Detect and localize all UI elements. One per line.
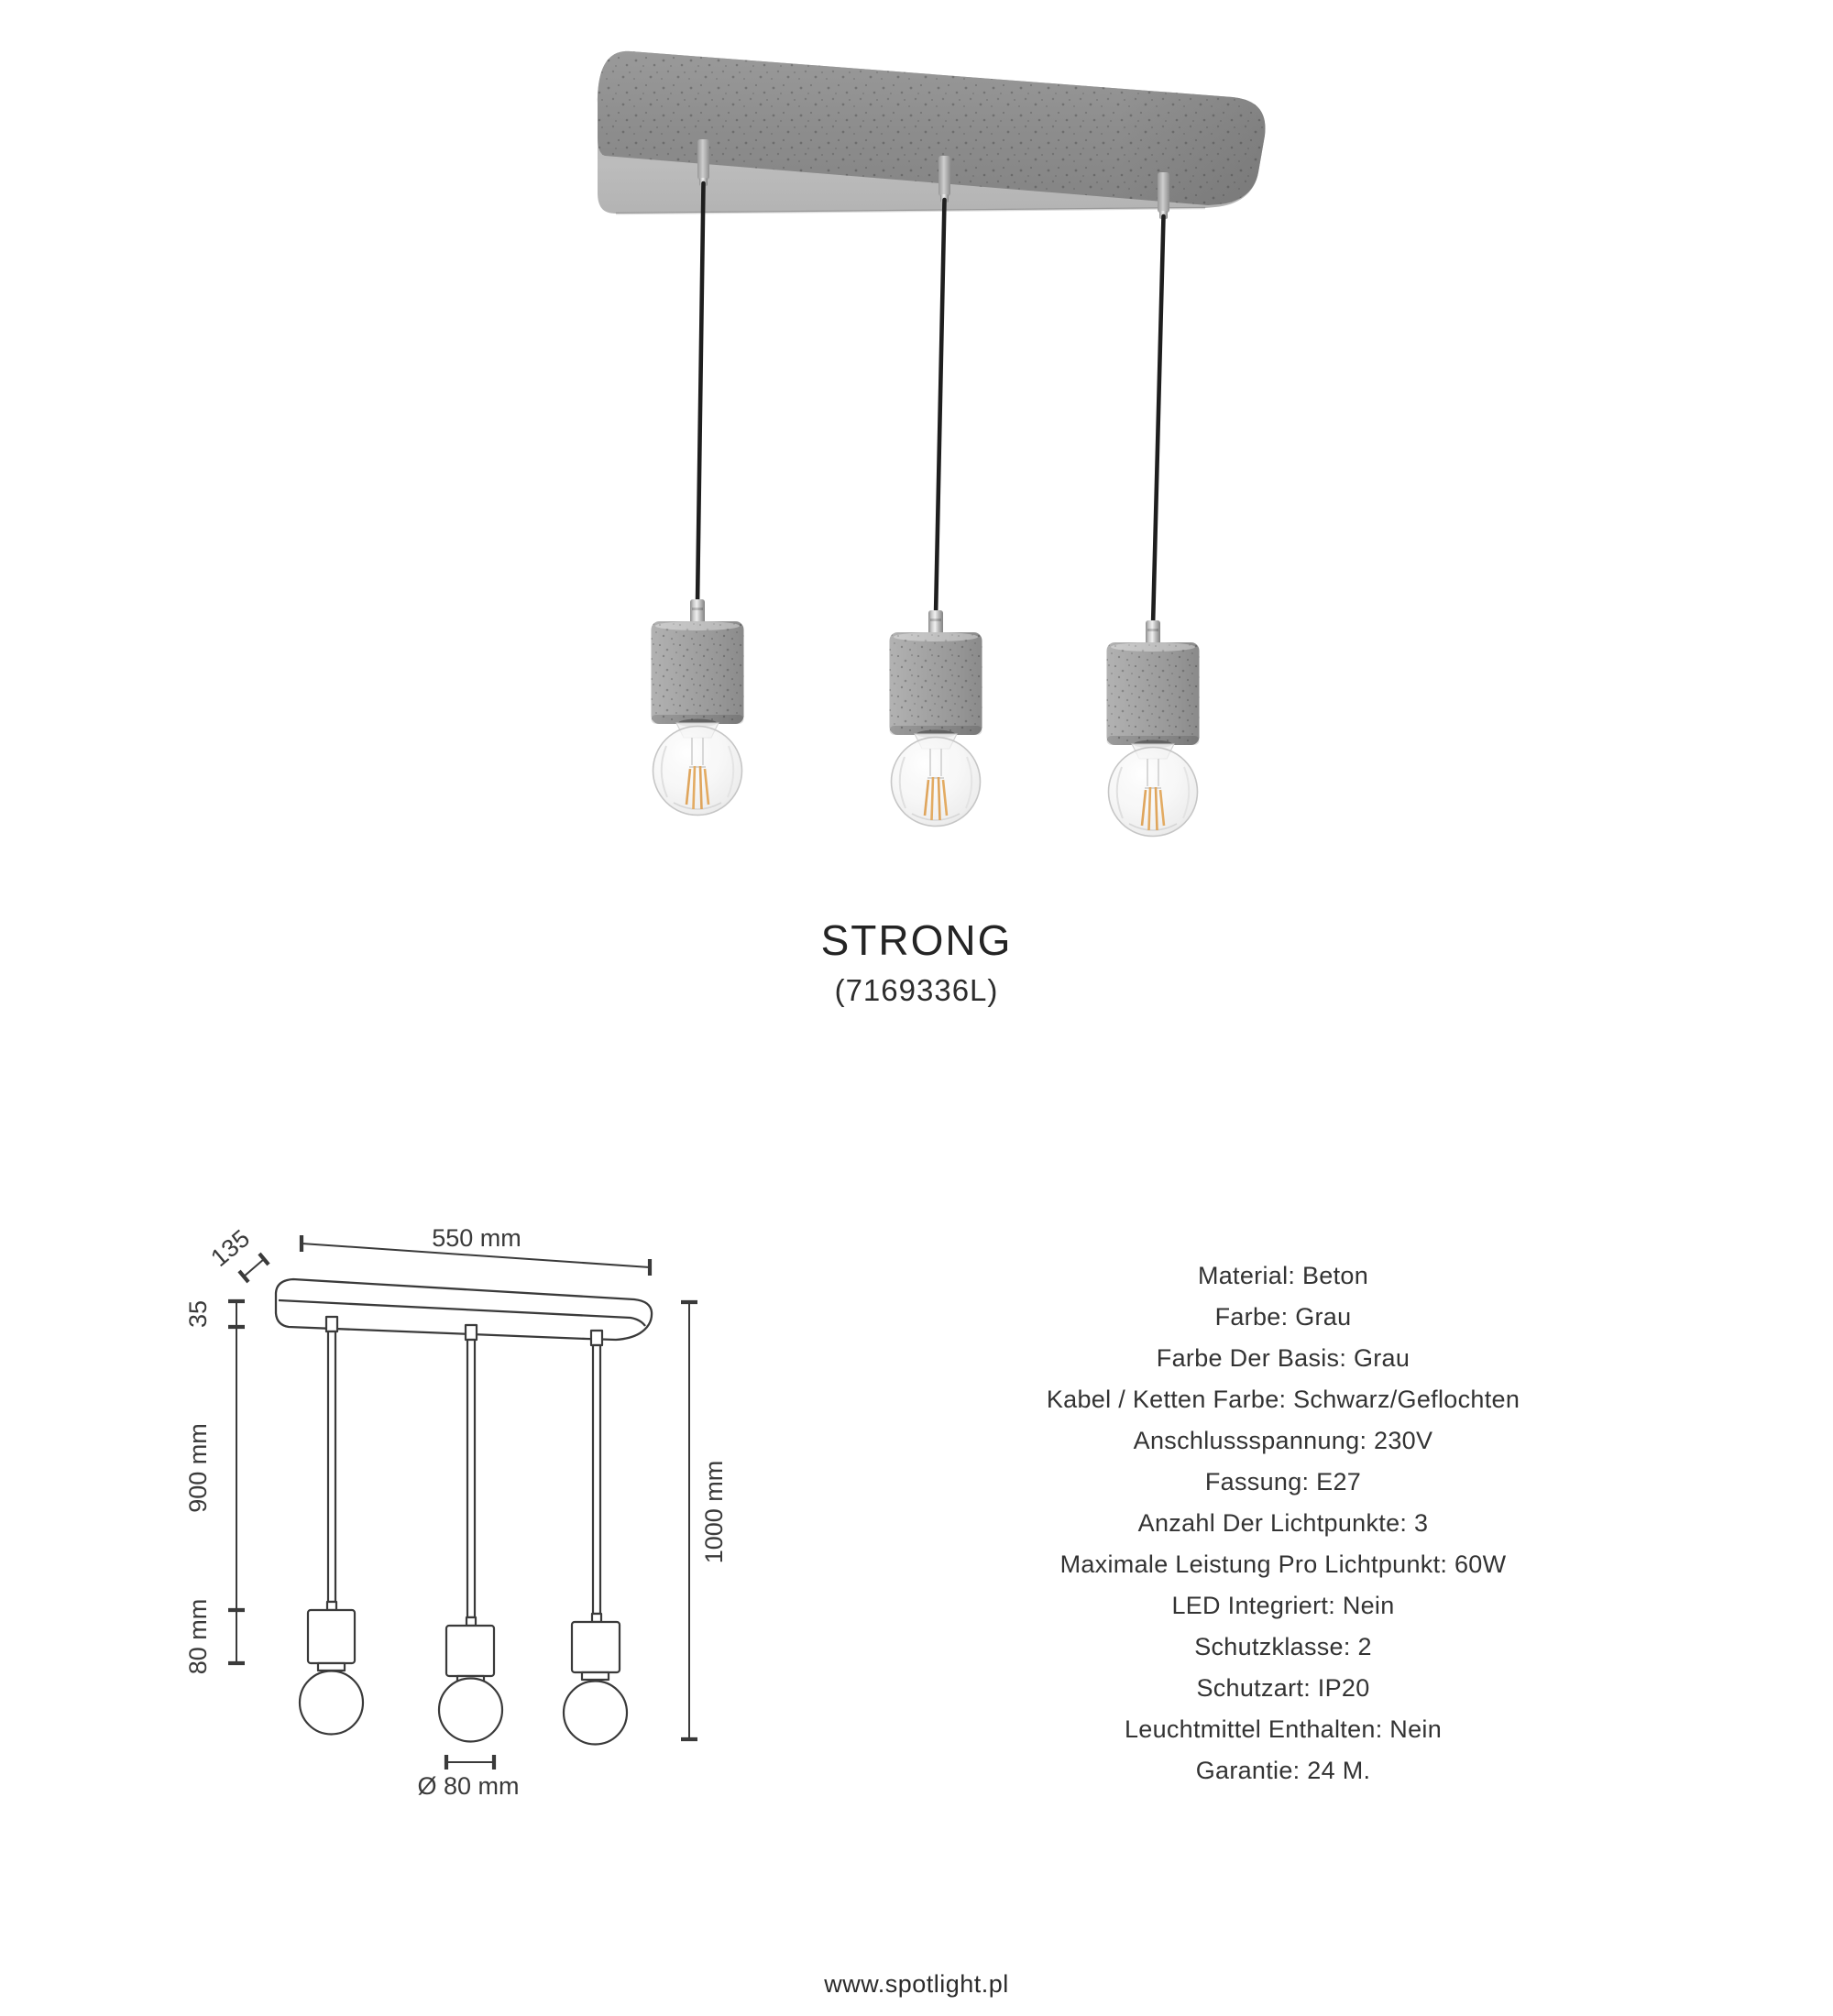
spec-protection-class: Schutzklasse: 2	[1194, 1633, 1372, 1660]
dimension-diagram	[165, 1182, 788, 1814]
pendant-left	[652, 599, 744, 816]
pendant-middle	[890, 610, 982, 827]
spec-cable-color: Kabel / Ketten Farbe: Schwarz/Geflochten	[1046, 1386, 1520, 1413]
website-url: www.spotlight.pl	[824, 1970, 1009, 1998]
product-code: (7169336L)	[834, 972, 999, 1007]
spec-socket: Fassung: E27	[1204, 1468, 1362, 1496]
spec-voltage: Anschlussspannung: 230V	[1133, 1427, 1433, 1454]
dim-canopy-thickness: 35	[184, 1299, 212, 1329]
dim-canopy-depth: 135	[205, 1224, 256, 1273]
spec-ip-rating: Schutzart: IP20	[1196, 1674, 1370, 1702]
spec-bulbs-included: Leuchtmittel Enthalten: Nein	[1124, 1715, 1443, 1743]
dim-holder-diameter: Ø 80 mm	[417, 1772, 520, 1800]
spec-base-color: Farbe Der Basis: Grau	[1156, 1344, 1410, 1372]
spec-led-integrated: LED Integriert: Nein	[1171, 1592, 1395, 1619]
spec-max-power: Maximale Leistung Pro Lichtpunkt: 60W	[1059, 1550, 1507, 1578]
spec-material: Material: Beton	[1197, 1262, 1369, 1289]
dim-canopy-width: 550 mm	[432, 1224, 521, 1252]
pendant-cables	[697, 183, 1164, 626]
spec-light-points: Anzahl Der Lichtpunkte: 3	[1137, 1509, 1429, 1537]
spec-color: Farbe: Grau	[1214, 1303, 1352, 1331]
product-name: STRONG	[820, 916, 1013, 964]
spec-warranty: Garantie: 24 M.	[1195, 1757, 1371, 1784]
pendant-right	[1107, 620, 1200, 837]
dim-total-drop: 1000 mm	[700, 1460, 728, 1564]
product-photo	[0, 0, 1833, 871]
dim-cable-length: 900 mm	[184, 1423, 212, 1513]
dim-holder-height: 80 mm	[184, 1598, 212, 1675]
spec-list	[962, 1255, 1604, 1791]
title-block	[0, 916, 1833, 1008]
diagram-pendants	[300, 1317, 627, 1745]
